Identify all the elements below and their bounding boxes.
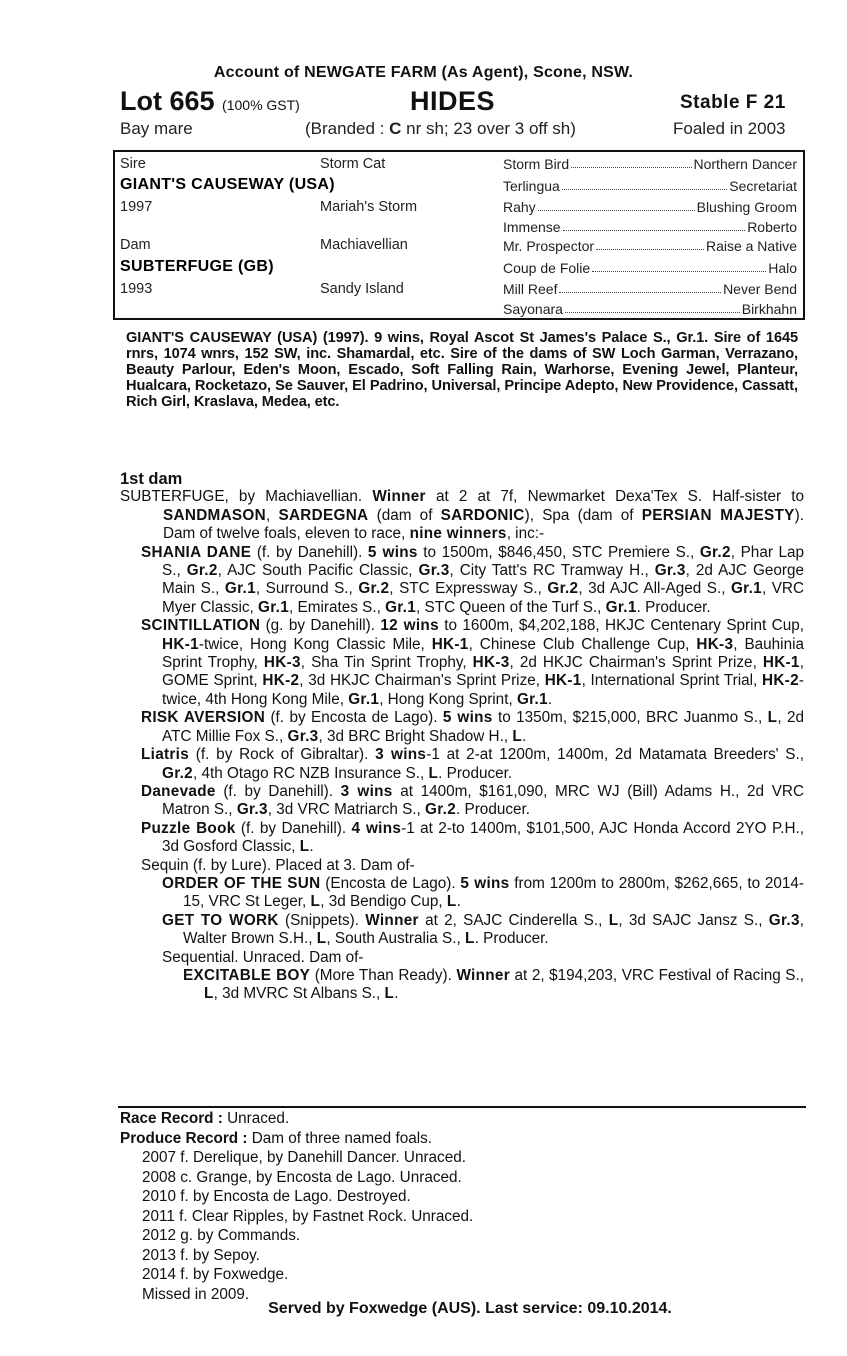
body-text: , Hong Kong Sprint, [379, 690, 517, 708]
body-text: , 3d BRC Bright Shadow H., [318, 727, 513, 745]
ancestor-right: Secretariat [729, 178, 797, 194]
bold-text: SANDMASON [163, 506, 266, 524]
bold-text: PERSIAN MAJESTY [641, 506, 795, 524]
foal-entry: 2010 f. by Encosta de Lago. Destroyed. [142, 1188, 411, 1205]
bold-text: HK-2 [262, 672, 300, 690]
body-text: , Bauhinia Sprint Trophy, [162, 635, 804, 672]
progeny-entry [120, 544, 804, 618]
body-text: -1 at 2-at 1200m, 1400m, 2d Matamata Breeders' S., [426, 746, 805, 764]
body-text: , Surround S., [255, 580, 359, 598]
body-text: at 2, SAJC Cinderella S., [418, 911, 609, 929]
ancestor-left: Terlingua [503, 178, 560, 194]
foal-entry: 2008 c. Grange, by Encosta de Lago. Unraced. [142, 1168, 462, 1186]
dam-dam: Sandy Island [320, 281, 404, 297]
body-text: (f. by Danehill). [251, 543, 368, 561]
bold-text: 5 wins [460, 874, 510, 892]
bold-text: L [384, 985, 395, 1003]
bold-text: GET TO WORK [162, 911, 279, 929]
bold-text: Liatris [141, 746, 190, 764]
bold-text: SARDONIC [440, 506, 525, 524]
ancestor-right: Roberto [747, 219, 797, 235]
body-text: . Producer. [438, 764, 513, 782]
body-text: at 2, $194,203, VRC Festival of Racing S., [509, 966, 804, 984]
gst-note: (100% GST) [222, 97, 300, 113]
bold-text: Gr.1 [224, 580, 256, 598]
grand-progeny-entry: Sequential. Unraced. Dam of- [162, 948, 364, 966]
body-text: , Sha Tin Sprint Trophy, [300, 654, 473, 672]
bold-text: Gr.1 [516, 690, 548, 708]
dam-paragraph [120, 488, 804, 543]
ancestor-right: Birkhahn [741, 301, 797, 317]
bold-text: Gr.2 [358, 580, 390, 598]
body-text: , South Australia S., [326, 930, 466, 948]
ancestor-right: Halo [768, 260, 797, 276]
ancestor-right: Northern Dancer [693, 156, 797, 172]
grand-progeny-entry [120, 912, 804, 949]
body-text: (dam of [368, 506, 441, 524]
brand-letter: C [389, 119, 402, 138]
ancestor-left: Mill Reef [503, 281, 558, 297]
body-text: (More Than Ready). [310, 966, 457, 984]
body-text: (f. by Danehill). [215, 782, 341, 800]
body-text: to 1350m, $215,000, BRC Juanmo S., [492, 709, 768, 727]
bold-text: 5 wins [367, 543, 418, 561]
body-text: . [522, 727, 527, 745]
body-text: (f. by Encosta de Lago). [265, 709, 443, 727]
foaled-year: Foaled in 2003 [673, 119, 786, 138]
body-text: , Chinese Club Challenge Cup, [468, 635, 697, 653]
body-text: from 1200m to 2800m, $262,665, to 2014-15, VRC St Leger, [183, 874, 805, 911]
sire-sire: Storm Cat [320, 156, 386, 172]
foal-entry: 2013 f. by Sepoy. [142, 1246, 260, 1264]
bold-text: 12 wins [380, 617, 439, 635]
bold-text: EXCITABLE BOY [183, 966, 311, 984]
body-text: (f. by Danehill). [235, 819, 352, 837]
body-text: , Walter Brown S.H., [183, 911, 805, 948]
bold-text: 4 wins [351, 819, 402, 837]
foal-entry: Missed in 2009. [142, 1285, 250, 1303]
pedigree-g3-row [503, 199, 797, 215]
bold-text: HK-1 [762, 654, 800, 672]
produce-record-label: Produce Record : [120, 1129, 252, 1147]
progeny-entry [120, 617, 804, 709]
dam-label: Dam [120, 237, 151, 253]
body-text: , STC Queen of the Turf S., [416, 598, 606, 616]
progeny-entry [120, 783, 804, 820]
bold-text: ORDER OF THE SUN [162, 874, 321, 892]
service-note: Served by Foxwedge (AUS). Last service: 09.10.2014. [268, 1300, 672, 1317]
bold-text: SARDEGNA [278, 506, 369, 524]
foal-entry: 2007 f. Derelique, by Danehill Dancer. Unraced. [142, 1149, 466, 1166]
bold-text: L [465, 930, 475, 948]
ancestor-left: Coup de Folie [503, 260, 591, 276]
body-text: , 2d HKJC Chairman's Sprint Prize, [509, 654, 763, 672]
foal-entry: 2014 f. by Foxwedge. [142, 1266, 289, 1283]
body-text: , STC Expressway S., [389, 580, 548, 598]
bold-text: HK-1 [544, 672, 582, 690]
records-section [120, 1109, 804, 1304]
body-text: , 4th Otago RC NZB Insurance S., [192, 764, 429, 782]
bold-text: Puzzle Book [141, 819, 236, 837]
sire-label: Sire [120, 156, 146, 172]
bold-text: nine winners [409, 525, 507, 543]
bold-text: Gr.3 [418, 562, 450, 580]
progeny-entry: Sequin (f. by Lure). Placed at 3. Dam of- [141, 856, 415, 874]
bold-text: RISK AVERSION [141, 709, 266, 727]
bold-text: L [204, 985, 214, 1003]
body-text: . [547, 690, 553, 708]
first-dam-heading: 1st dam [120, 470, 183, 488]
bold-text: Winner [456, 966, 510, 984]
brand-pre: (Branded : [305, 119, 390, 138]
body-text: , 3d HKJC Chairman's Sprint Prize, [299, 672, 545, 690]
bold-text: L [310, 893, 321, 911]
body-text: , City Tatt's RC Tramway H., [449, 562, 655, 580]
great-grand-progeny-entry [120, 967, 804, 1004]
pedigree-g3-row [503, 281, 797, 297]
lot-label: Lot 665 [120, 86, 215, 116]
horse-name: HIDES [410, 86, 496, 116]
bold-text: Gr.1 [348, 690, 380, 708]
sire-summary: GIANT'S CAUSEWAY (USA) (1997). 9 wins, Royal Ascot St James's Palace S., Gr.1. Sire of 1645 rnrs, 1074 wnrs, 152 SW, inc. Shamardal, etc. Sire of the dams of SW Loch Garman, Verrazano, Beauty Parlour, Eden's Moon, Escado, Soft Falling Rain, Warhorse, Evening Jewel, Planteur, Hualcara, Rocketazo, Se Sauver, El Padrino, Universal, Principe Adepto, New Providence, Cassatt, Rich Girl, Kraslava, Medea, etc. [126, 330, 798, 410]
ancestor-left: Sayonara [503, 301, 563, 317]
ancestor-left: Mr. Prospector [503, 238, 595, 254]
bold-text: HK-3 [263, 654, 301, 672]
body-text: ), Spa (dam of [524, 506, 642, 524]
foal-entry: 2011 f. Clear Ripples, by Fastnet Rock. Unraced. [142, 1207, 474, 1225]
consignor-line: Account of NEWGATE FARM (As Agent), Scone, NSW. [213, 64, 634, 81]
body-text: ). Dam of twelve foals, eleven to race, [163, 506, 805, 543]
lot-number [120, 86, 300, 117]
bold-text: Winner [372, 488, 426, 506]
race-record-label: Race Record : [120, 1110, 228, 1127]
body-text: , AJC South Pacific Classic, [217, 562, 419, 580]
body-text: , inc:- [506, 525, 545, 543]
bold-text: Gr.2 [699, 543, 731, 561]
body-text: . [394, 985, 399, 1003]
bold-text: Gr.2 [162, 764, 193, 782]
bold-text: Gr.2 [425, 801, 457, 819]
sire-name: GIANT'S CAUSEWAY (USA) [120, 176, 335, 193]
section-divider [118, 1106, 806, 1108]
sire-year: 1997 [120, 199, 153, 215]
bold-text: Gr.3 [236, 801, 268, 819]
body-text: to 1500m, $846,450, STC Premiere S., [417, 543, 700, 561]
pedigree-g3-row [503, 238, 797, 254]
bold-text: HK-1 [431, 635, 469, 653]
ancestor-right: Blushing Groom [696, 199, 797, 215]
bold-text: Gr.1 [385, 598, 417, 616]
ancestor-left: Rahy [503, 199, 536, 215]
body-text: -twice, Hong Kong Classic Mile, [198, 635, 432, 653]
bold-text: Gr.2 [547, 580, 579, 598]
bold-text: 3 wins [340, 782, 393, 800]
bold-text: Gr.2 [186, 562, 218, 580]
body-text: , GOME Sprint, [162, 654, 804, 690]
bold-text: Gr.3 [768, 911, 800, 929]
bold-text: L [316, 930, 327, 948]
bold-text: 5 wins [442, 709, 493, 727]
race-record [120, 1109, 804, 1129]
bold-text: L [608, 911, 619, 929]
body-text: at 2 at 7f, Newmarket Dexa'Tex S. Half-sister to [425, 488, 804, 506]
brand-info [305, 119, 576, 139]
bold-text: Winner [365, 911, 419, 929]
bold-text: Gr.1 [258, 598, 290, 616]
progeny-entry [120, 820, 804, 857]
body-text: (f. by Rock of Gibraltar). [189, 746, 376, 764]
bold-text: Gr.1 [605, 598, 637, 616]
ancestor-right: Raise a Native [705, 238, 797, 254]
bold-text: L [428, 764, 439, 782]
bold-text: SHANIA DANE [141, 543, 252, 561]
race-record-value: Unraced. [227, 1110, 290, 1127]
stable-location: Stable F 21 [680, 92, 786, 113]
body-text: , 3d AJC All-Aged S., [578, 580, 731, 598]
bold-text: L [512, 727, 522, 745]
body-text: to 1600m, $4,202,188, HKJC Centenary Sprint Cup, [438, 617, 804, 635]
bold-text: HK-3 [696, 635, 734, 653]
bold-text: HK-1 [162, 635, 199, 653]
bold-text: Danevade [141, 782, 216, 800]
body-text: , International Sprint Trial, [581, 672, 762, 690]
bold-text: L [767, 709, 778, 727]
body-text: , VRC Myer Classic, [162, 580, 805, 616]
brand-post: nr sh; 23 over 3 off sh) [401, 119, 576, 138]
first-dam-section [120, 470, 804, 1004]
body-text: , [265, 506, 279, 524]
horse-description: Bay mare [120, 119, 193, 138]
body-text: , Emirates S., [289, 598, 386, 616]
body-text: -twice, 4th Hong Kong Mile, [162, 672, 804, 708]
produce-record-value: Dam of three named foals. [251, 1129, 433, 1147]
body-text: (g. by Danehill). [260, 617, 381, 635]
produce-record [120, 1129, 804, 1149]
body-text: (Snippets). [278, 911, 366, 929]
grand-progeny-entry [120, 875, 804, 912]
body-text: SUBTERFUGE, by Machiavellian. [120, 488, 373, 506]
body-text: , 2d ATC Millie Fox S., [162, 709, 804, 745]
pedigree-g3-row [503, 301, 797, 317]
pedigree-box [113, 150, 805, 320]
sire-dam: Mariah's Storm [320, 199, 418, 215]
foal-entry: 2012 g. by Commands. [142, 1227, 301, 1244]
bold-text: Gr.3 [287, 727, 319, 745]
pedigree-g3-row [503, 178, 797, 194]
progeny-entry [120, 709, 804, 746]
bold-text: HK-3 [472, 654, 510, 672]
dam-sire: Machiavellian [320, 237, 408, 253]
bold-text: SCINTILLATION [141, 617, 261, 635]
dam-name: SUBTERFUGE (GB) [120, 258, 274, 275]
bold-text: 3 wins [375, 746, 427, 764]
ancestor-right: Never Bend [723, 281, 797, 297]
body-text: . Producer. [636, 598, 711, 616]
pedigree-g3-row [503, 219, 797, 235]
body-text: -1 at 2-to 1400m, $101,500, AJC Honda Accord 2YO P.H., 3d Gosford Classic, [162, 819, 804, 856]
body-text: , 3d SAJC Jansz S., [618, 911, 769, 929]
progeny-entry [120, 746, 804, 783]
body-text: . Producer. [456, 801, 530, 819]
pedigree-g3-row [503, 156, 797, 172]
bold-text: L [446, 893, 457, 911]
ancestor-left: Storm Bird [503, 156, 570, 172]
body-text: , 2d AJC George Main S., [162, 562, 804, 598]
body-text: (Encosta de Lago). [320, 874, 461, 892]
body-text: . Producer. [474, 930, 549, 948]
body-text: . [309, 838, 314, 856]
ancestor-left: Immense [503, 219, 561, 235]
body-text: , 3d Bendigo Cup, [320, 893, 447, 911]
bold-text: HK-2 [761, 672, 799, 690]
bold-text: Gr.1 [730, 580, 762, 598]
body-text: . [456, 893, 461, 911]
pedigree-g3-row [503, 260, 797, 276]
body-text: at 1400m, $161,090, MRC WJ (Bill) Adams H., 2d VRC Matron S., [162, 782, 804, 819]
body-text: , 3d VRC Matriarch S., [267, 801, 426, 819]
bold-text: L [299, 838, 310, 856]
dam-year: 1993 [120, 281, 153, 297]
bold-text: Gr.3 [654, 562, 686, 580]
body-text: , Phar Lap S., [162, 543, 804, 580]
body-text: , 3d MVRC St Albans S., [213, 985, 385, 1003]
